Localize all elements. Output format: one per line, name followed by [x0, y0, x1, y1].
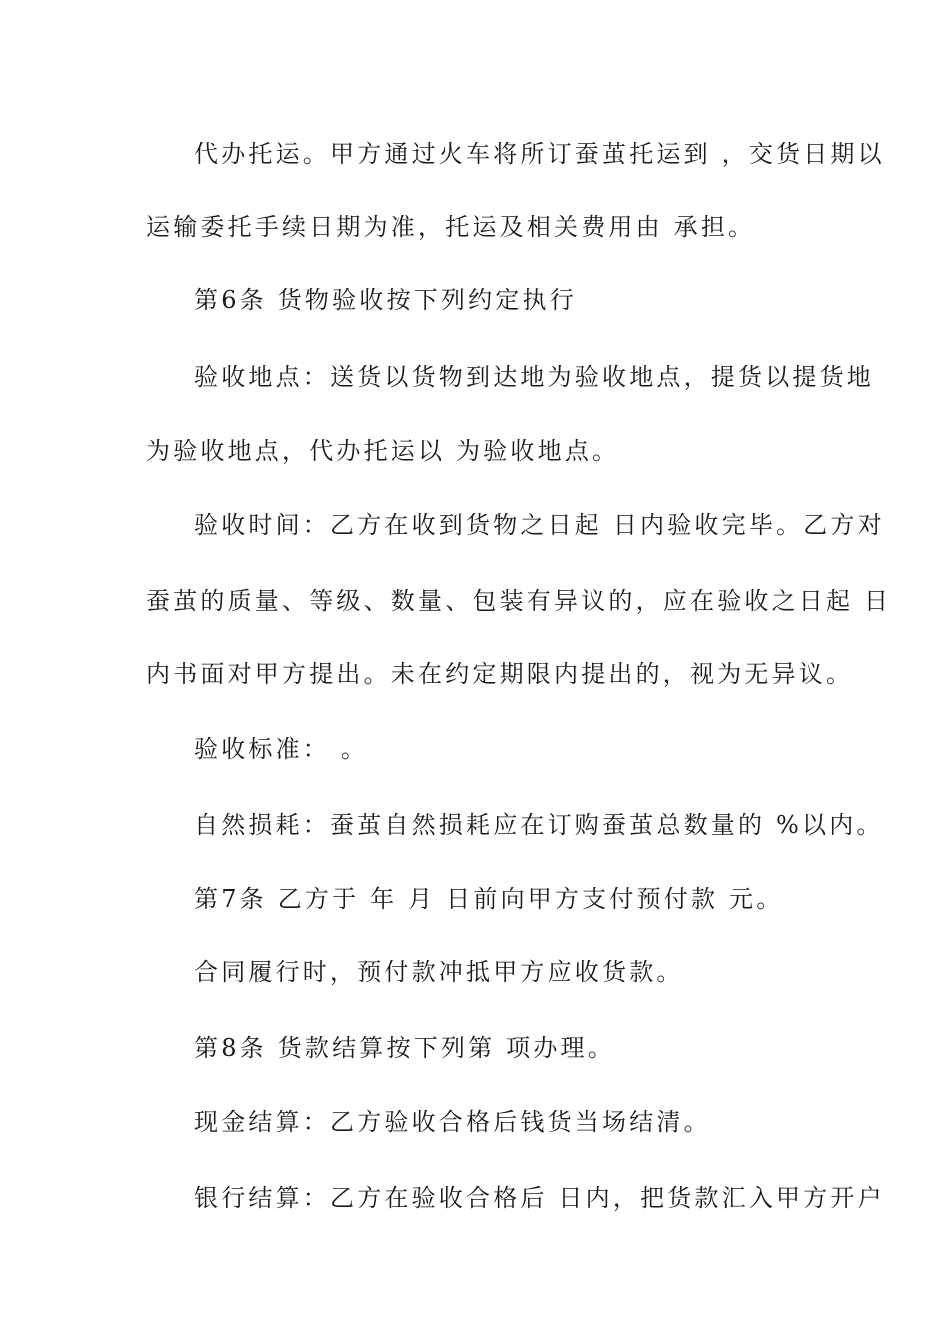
paragraph-line-inspection-standard: 验收标准： 。: [194, 735, 369, 763]
paragraph-line-inspection-time-cont-2: 内书面对甲方提出。未在约定期限内提出的，视为无异议。: [146, 660, 854, 688]
paragraph-line-consignment: 代办托运。甲方通过火车将所订蚕茧托运到 ，交货日期以: [194, 140, 885, 168]
paragraph-line-inspection-time: 验收时间：乙方在收到货物之日起 日内验收完毕。乙方对: [194, 511, 885, 539]
article-7-line: 第7条 乙方于 年 月 日前向甲方支付预付款 元。: [194, 885, 784, 913]
article-8-heading: 第8条 货款结算按下列第 项办理。: [194, 1034, 615, 1062]
paragraph-line-cash-settlement: 现金结算：乙方验收合格后钱货当场结清。: [194, 1108, 711, 1136]
paragraph-line-inspection-time-cont-1: 蚕茧的质量、等级、数量、包装有异议的，应在验收之日起 日: [146, 587, 892, 615]
paragraph-line-prepayment-offset: 合同履行时，预付款冲抵甲方应收货款。: [194, 958, 684, 986]
paragraph-line-inspection-place-cont: 为验收地点，代办托运以 为验收地点。: [146, 437, 620, 465]
paragraph-line-natural-loss: 自然损耗：蚕茧自然损耗应在订购蚕茧总数量的 %以内。: [194, 811, 884, 839]
paragraph-line-consignment-cont: 运输委托手续日期为准，托运及相关费用由 承担。: [146, 213, 756, 241]
article-6-heading: 第6条 货物验收按下列约定执行: [194, 286, 577, 314]
paragraph-line-bank-settlement: 银行结算：乙方在验收合格后 日内，把货款汇入甲方开户: [194, 1184, 885, 1212]
paragraph-line-inspection-place: 验收地点：送货以货物到达地为验收地点，提货以提货地: [194, 363, 874, 391]
